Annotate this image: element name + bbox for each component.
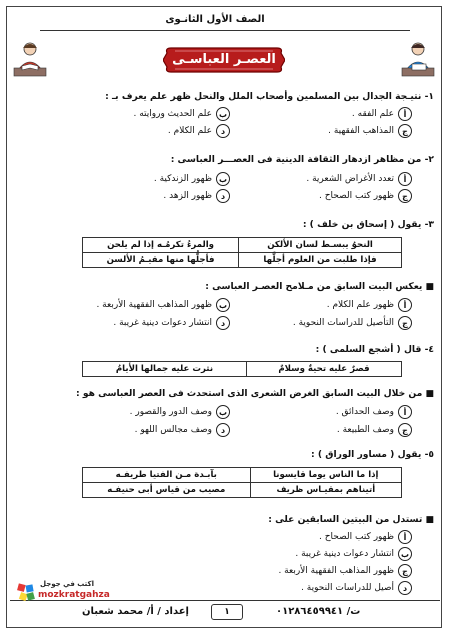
verse-first-half: أتيناهم بمقيـاس ظريف [250, 483, 401, 498]
verse-first-half: النحوُ يبسـط لسان الألكن [239, 238, 402, 253]
question-4: ٤- قال ( أشجع السلمى ) : [315, 344, 434, 355]
question-3: ٣- يقول ( إسحاق بن خلف ) : [302, 219, 434, 230]
option-text: ظهور الزندكية . [153, 174, 212, 184]
option-letter: أ [398, 530, 412, 544]
q5-subquestion [268, 514, 434, 525]
option-letter: ب [216, 405, 230, 419]
q3-option-b[interactable] [96, 298, 230, 312]
option-text: انتشار دعوات دينية غريبة . [113, 318, 212, 328]
student-writing-icon [398, 40, 438, 80]
q1-option-a[interactable] [352, 107, 412, 121]
bullet-icon: ■ [422, 282, 434, 292]
option-letter: د [398, 581, 412, 595]
option-letter: أ [398, 405, 412, 419]
option-text: ظهور المذاهب الفقهية الأربعة . [96, 300, 212, 310]
option-text: تعدد الأغراض الشعرية . [306, 174, 394, 184]
q4-option-a[interactable] [336, 405, 412, 419]
site-logo-text[interactable]: mozkratgahza [38, 590, 110, 600]
option-text: ظهور كتب الصحاح . [319, 191, 394, 201]
grade-label: الصف الأول الثانـوى [165, 14, 265, 25]
student-reading-icon [10, 40, 50, 80]
option-text: علم الكلام . [167, 126, 212, 136]
q4-subquestion-text: من خلال البيت السابق الغرض الشعرى الذى استحدث فى العصر العباسى هو : [75, 388, 423, 399]
q4-poem-table [82, 361, 402, 377]
page-number: ١ [211, 604, 243, 620]
q4-option-d[interactable] [135, 423, 230, 437]
option-letter: أ [398, 107, 412, 121]
option-letter: د [216, 124, 230, 138]
verse-second-half: بآبـدة مـن الفتيا طريفـه [83, 468, 251, 483]
verse-row [83, 253, 402, 268]
verse-second-half: والمرءُ تكرمُـه إذا لم يلحن [83, 238, 239, 253]
option-letter: ج [398, 189, 412, 203]
verse-row [83, 483, 402, 498]
q4-subquestion [76, 388, 434, 399]
question-5: ٥- يقول ( مساور الوراق ) : [311, 449, 434, 460]
bullet-icon: ■ [422, 515, 434, 525]
option-text: ظهور المذاهب الفقهية الأربعة . [278, 566, 394, 576]
option-text: علم الفقه . [351, 109, 394, 119]
option-text: ظهور كتب الصحاح . [319, 532, 394, 542]
q2-option-b[interactable] [154, 172, 230, 186]
q5-option-a[interactable] [319, 530, 412, 544]
q5-subquestion-text: تستدل من البيتين السابقين على : [268, 514, 423, 525]
q3-option-a[interactable] [327, 298, 412, 312]
q1-option-c[interactable] [328, 124, 412, 138]
option-text: وصف الدور والقصور . [129, 407, 212, 417]
option-text: ظهور علم الكلام . [326, 300, 394, 310]
q2-option-c[interactable] [319, 189, 412, 203]
option-text: أصيل للدراسات النحوية . [301, 583, 394, 593]
verse-first-half: إذا ما الناس يوما قايسونا [250, 468, 401, 483]
option-text: علم الحديث وروايته . [133, 109, 212, 119]
q3-option-d[interactable] [113, 316, 230, 330]
q1-option-d[interactable] [168, 124, 230, 138]
footer-divider [10, 600, 440, 601]
author-credit: إعداد / أ/ محمد شعبان [82, 606, 189, 617]
q5-option-b[interactable] [295, 547, 412, 561]
option-text: وصف مجالس اللهو . [134, 425, 212, 435]
q2-option-d[interactable] [163, 189, 230, 203]
option-letter: ج [398, 564, 412, 578]
option-letter: ج [398, 316, 412, 330]
option-letter: د [216, 189, 230, 203]
option-text: وصف الحدائق . [335, 407, 394, 417]
verse-first-half: قصرٌ عليه تحيةٌ وسلامٌ [246, 362, 401, 377]
logo-icon [16, 582, 36, 602]
option-text: التأصيل للدراسات النحوية . [292, 318, 394, 328]
option-letter: ب [398, 547, 412, 561]
option-letter: ج [398, 423, 412, 437]
question-1: ١- نتيـجة الجدال بين المسلمين وأصحاب الملل والنحل ظهر علم يعرف بـ : [105, 91, 434, 102]
option-letter: ب [216, 298, 230, 312]
q5-option-d[interactable] [301, 581, 412, 595]
q4-option-c[interactable] [337, 423, 412, 437]
q4-option-b[interactable] [130, 405, 230, 419]
option-letter: ب [216, 172, 230, 186]
option-text: وصف الطبيعة . [336, 425, 394, 435]
bullet-icon: ■ [422, 389, 434, 399]
logo-caption: اكتب في جوجل [40, 580, 95, 588]
option-letter: د [216, 316, 230, 330]
option-letter: أ [398, 298, 412, 312]
verse-row [83, 238, 402, 253]
option-text: انتشار دعوات دينية غريبة . [295, 549, 394, 559]
verse-second-half: نثرت عليه جمالها الأيامُ [83, 362, 247, 377]
q5-poem-table [82, 467, 402, 498]
q3-subquestion-text: يعكس البيت السابق من مـلامح العصـر العباسى : [205, 281, 423, 292]
option-letter: أ [398, 172, 412, 186]
q1-option-b[interactable] [134, 107, 231, 121]
q3-option-c[interactable] [293, 316, 412, 330]
page-title: العصـر العباسـى [172, 52, 276, 67]
q2-option-a[interactable] [306, 172, 412, 186]
verse-row [83, 468, 402, 483]
option-text: المذاهب الفقهية . [328, 126, 394, 136]
verse-first-half: فإذا طلبت من العلوم أجلَّها [239, 253, 402, 268]
option-letter: ب [216, 107, 230, 121]
question-2: ٢- من مظاهر ازدهار الثقافة الدينية فى العصـــر العباسى : [170, 154, 434, 165]
option-text: ظهور الزهد . [163, 191, 212, 201]
phone-number: ت/ ٠١٢٨٦٤٥٩٩٤١ [276, 606, 361, 617]
verse-second-half: مصيب من قياس أبى حنيفـه [83, 483, 251, 498]
verse-row [83, 362, 402, 377]
header-divider [40, 30, 410, 31]
option-letter: د [216, 423, 230, 437]
q3-poem-table [82, 237, 402, 268]
q5-option-c[interactable] [278, 564, 412, 578]
q3-subquestion [205, 281, 434, 292]
title-banner [163, 45, 285, 75]
verse-second-half: فأجلُّها منها مقيـمُ الألسن [83, 253, 239, 268]
option-letter: ج [398, 124, 412, 138]
